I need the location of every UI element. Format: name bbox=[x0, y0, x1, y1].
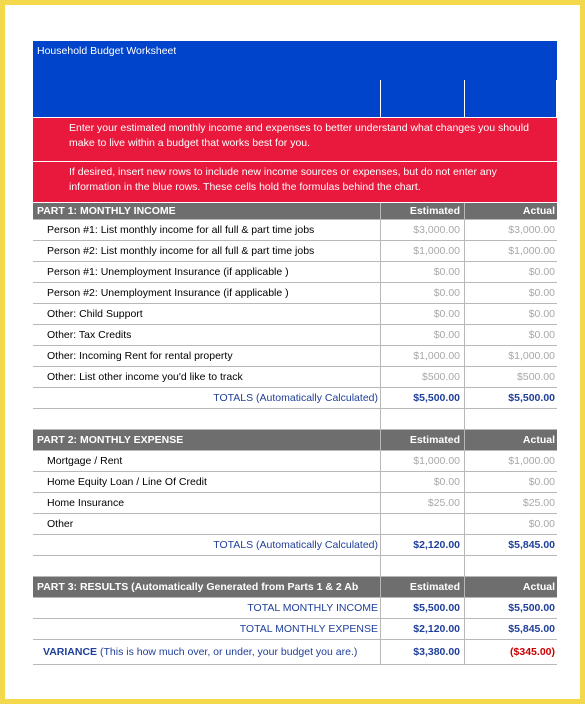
income-actual[interactable]: $0.00 bbox=[528, 329, 555, 341]
blank-cell[interactable] bbox=[465, 409, 557, 429]
income-actual[interactable]: $3,000.00 bbox=[508, 224, 555, 236]
income-actual[interactable]: $0.00 bbox=[528, 266, 555, 278]
income-actual[interactable]: $1,000.00 bbox=[508, 350, 555, 362]
expense-label: Mortgage / Rent bbox=[33, 451, 381, 471]
income-actual[interactable]: $1,000.00 bbox=[508, 245, 555, 257]
expense-actual[interactable]: $25.00 bbox=[522, 497, 555, 509]
blank-row[interactable] bbox=[33, 409, 557, 430]
blank-cell[interactable] bbox=[465, 556, 557, 576]
worksheet-title: Household Budget Worksheet bbox=[37, 45, 177, 57]
blank-cell[interactable] bbox=[381, 556, 465, 576]
income-row[interactable] bbox=[33, 367, 557, 388]
blank-cell[interactable] bbox=[33, 409, 381, 429]
part3-header: PART 3: RESULTS (Automatically Generated from Parts 1 & 2 Ab bbox=[33, 577, 381, 597]
variance-label: VARIANCE bbox=[43, 646, 98, 658]
income-label: Other: Incoming Rent for rental property bbox=[33, 346, 381, 366]
part3-header-row[interactable] bbox=[33, 577, 557, 598]
income-label: Person #1: List monthly income for all full & part time jobs bbox=[33, 220, 381, 240]
income-row[interactable] bbox=[33, 346, 557, 367]
income-actual[interactable]: $0.00 bbox=[528, 287, 555, 299]
income-estimated[interactable]: $500.00 bbox=[381, 367, 465, 387]
expense-label: Home Equity Loan / Line Of Credit bbox=[33, 472, 381, 492]
part2-totals-actual[interactable]: $5,845.00 bbox=[508, 539, 555, 551]
expense-label: Other bbox=[33, 514, 381, 534]
total-income-actual[interactable]: $5,500.00 bbox=[508, 602, 555, 614]
total-income-estimated[interactable]: $5,500.00 bbox=[381, 598, 465, 618]
part1-header-row[interactable] bbox=[33, 203, 557, 220]
income-actual[interactable]: $0.00 bbox=[528, 308, 555, 320]
total-expense-row[interactable] bbox=[33, 619, 557, 640]
instruction-row-1[interactable] bbox=[33, 118, 557, 162]
spreadsheet-grid bbox=[33, 41, 557, 665]
expense-estimated[interactable]: $25.00 bbox=[381, 493, 465, 513]
part2-totals-row[interactable] bbox=[33, 535, 557, 556]
title-row[interactable] bbox=[33, 41, 557, 80]
total-expense-actual[interactable]: $5,845.00 bbox=[508, 623, 555, 635]
income-estimated[interactable]: $0.00 bbox=[381, 262, 465, 282]
instruction-text-1: Enter your estimated monthly income and expenses to better understand what changes you should make to live within a budget that works best for you. bbox=[69, 122, 529, 149]
part1-totals-row[interactable] bbox=[33, 388, 557, 409]
income-row[interactable] bbox=[33, 262, 557, 283]
expense-actual[interactable]: $1,000.00 bbox=[508, 455, 555, 467]
expense-row[interactable] bbox=[33, 472, 557, 493]
variance-row[interactable] bbox=[33, 640, 557, 665]
blank-cell[interactable] bbox=[33, 556, 381, 576]
expense-label: Home Insurance bbox=[33, 493, 381, 513]
expense-estimated[interactable]: $1,000.00 bbox=[381, 451, 465, 471]
income-estimated[interactable]: $0.00 bbox=[381, 304, 465, 324]
income-estimated[interactable]: $1,000.00 bbox=[381, 241, 465, 261]
part1-header: PART 1: MONTHLY INCOME bbox=[33, 203, 381, 219]
part3-col-actual: Actual bbox=[522, 581, 555, 593]
income-row[interactable] bbox=[33, 220, 557, 241]
variance-label-cell bbox=[33, 640, 381, 664]
income-estimated[interactable]: $3,000.00 bbox=[381, 220, 465, 240]
income-row[interactable] bbox=[33, 283, 557, 304]
income-label: Other: Child Support bbox=[33, 304, 381, 324]
total-expense-estimated[interactable]: $2,120.00 bbox=[381, 619, 465, 639]
part1-totals-label: TOTALS (Automatically Calculated) bbox=[33, 388, 381, 408]
income-label: Other: List other income you'd like to track bbox=[33, 367, 381, 387]
income-label: Person #1: Unemployment Insurance (if applicable ) bbox=[33, 262, 381, 282]
income-label: Person #2: List monthly income for all full & part time jobs bbox=[33, 241, 381, 261]
expense-estimated[interactable]: $0.00 bbox=[381, 472, 465, 492]
part2-header: PART 2: MONTHLY EXPENSE bbox=[33, 430, 381, 450]
variance-note: (This is how much over, or under, your budget you are.) bbox=[97, 646, 358, 658]
blue-cell-1[interactable] bbox=[33, 80, 381, 117]
expense-estimated[interactable] bbox=[381, 514, 465, 534]
part1-totals-actual[interactable]: $5,500.00 bbox=[508, 392, 555, 404]
part1-totals-estimated[interactable]: $5,500.00 bbox=[381, 388, 465, 408]
part2-col-actual: Actual bbox=[522, 434, 555, 446]
blank-cell[interactable] bbox=[381, 409, 465, 429]
part2-totals-estimated[interactable]: $2,120.00 bbox=[381, 535, 465, 555]
income-estimated[interactable]: $1,000.00 bbox=[381, 346, 465, 366]
expense-row[interactable] bbox=[33, 451, 557, 472]
expense-row[interactable] bbox=[33, 514, 557, 535]
income-estimated[interactable]: $0.00 bbox=[381, 325, 465, 345]
blank-row[interactable] bbox=[33, 556, 557, 577]
total-expense-label: TOTAL MONTHLY EXPENSE bbox=[33, 619, 381, 639]
blue-cell-2[interactable] bbox=[381, 80, 465, 117]
part3-col-estimated: Estimated bbox=[381, 577, 465, 597]
part1-col-estimated: Estimated bbox=[381, 203, 465, 219]
part2-header-row[interactable] bbox=[33, 430, 557, 451]
total-income-row[interactable] bbox=[33, 598, 557, 619]
income-actual[interactable]: $500.00 bbox=[517, 371, 555, 383]
blue-formula-row[interactable] bbox=[33, 80, 557, 118]
variance-actual[interactable]: ($345.00) bbox=[510, 646, 555, 658]
part1-col-actual: Actual bbox=[522, 205, 555, 217]
income-row[interactable] bbox=[33, 304, 557, 325]
income-row[interactable] bbox=[33, 241, 557, 262]
instruction-row-2[interactable] bbox=[33, 162, 557, 203]
worksheet bbox=[5, 5, 580, 699]
blue-cell-3[interactable] bbox=[465, 80, 557, 117]
variance-estimated[interactable]: $3,380.00 bbox=[381, 640, 465, 664]
income-label: Person #2: Unemployment Insurance (if applicable ) bbox=[33, 283, 381, 303]
part2-totals-label: TOTALS (Automatically Calculated) bbox=[33, 535, 381, 555]
income-label: Other: Tax Credits bbox=[33, 325, 381, 345]
total-income-label: TOTAL MONTHLY INCOME bbox=[33, 598, 381, 618]
income-estimated[interactable]: $0.00 bbox=[381, 283, 465, 303]
expense-actual[interactable]: $0.00 bbox=[528, 518, 555, 530]
expense-row[interactable] bbox=[33, 493, 557, 514]
part2-col-estimated: Estimated bbox=[381, 430, 465, 450]
expense-actual[interactable]: $0.00 bbox=[528, 476, 555, 488]
income-row[interactable] bbox=[33, 325, 557, 346]
instruction-text-2: If desired, insert new rows to include new income sources or expenses, but do not enter any information in the blue rows. These cells hold the formulas behind the chart. bbox=[69, 166, 497, 193]
